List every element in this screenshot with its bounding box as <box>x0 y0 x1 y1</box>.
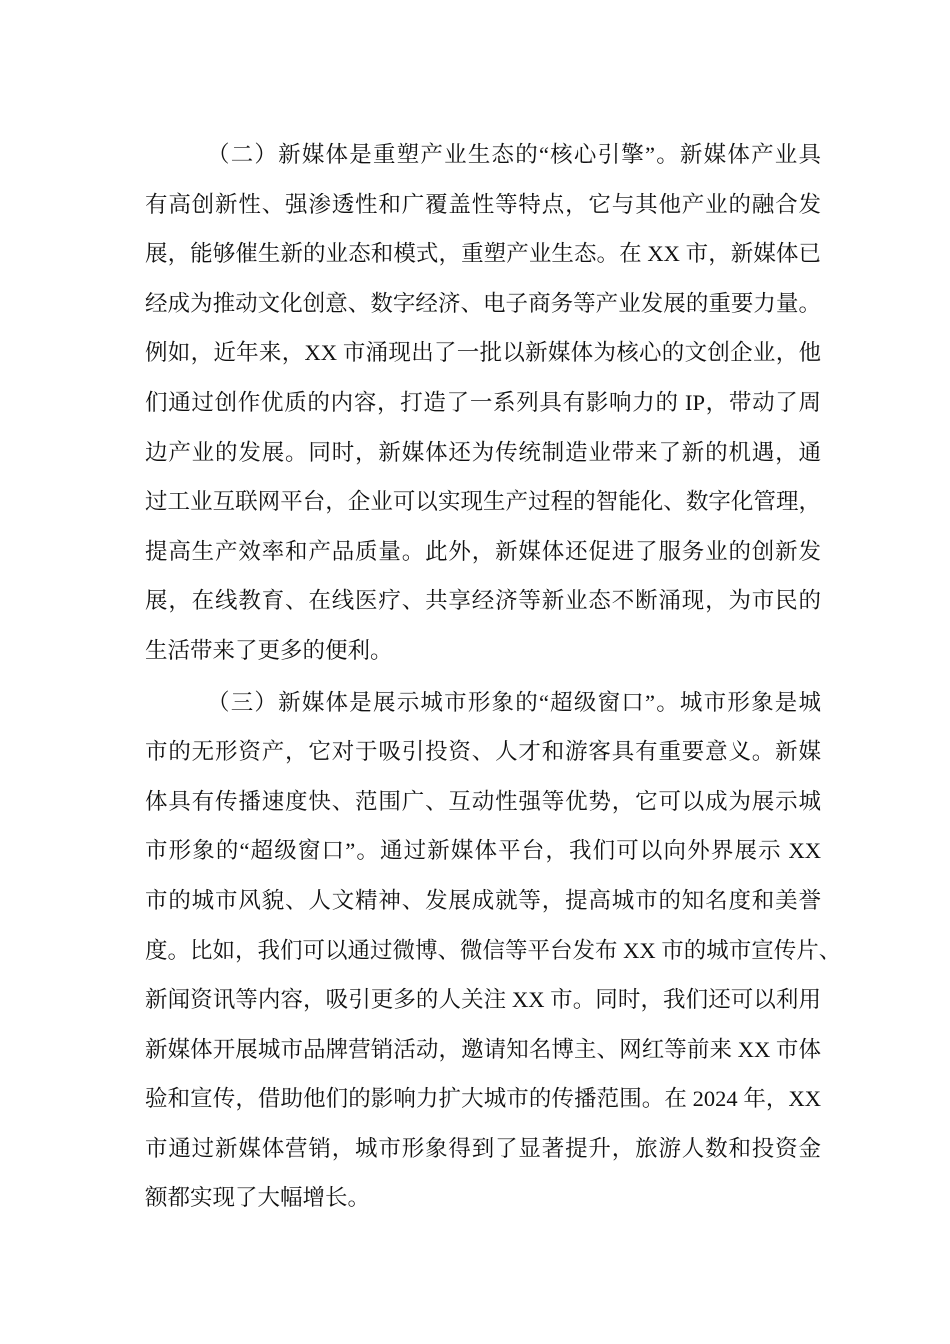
paragraph <box>145 682 842 1228</box>
paragraph-line: 市的无形资产，它对于吸引投资、人才和游客具有重要意义。新媒 <box>145 739 821 765</box>
paragraph-line: 验和宣传，借助他们的影响力扩大城市的传播范围。在 2024 年，XX <box>145 1086 821 1112</box>
paragraph-line: 生活带来了更多的便利。 <box>145 637 393 663</box>
paragraph-line: 们通过创作优质的内容，打造了一系列具有影响力的 IP，带动了周 <box>145 389 821 415</box>
paragraph <box>145 134 821 680</box>
paragraph-line: 新闻资讯等内容，吸引更多的人关注 XX 市。同时，我们还可以利用 <box>145 987 821 1013</box>
paragraph-line: 额都实现了大幅增长。 <box>145 1185 371 1211</box>
paragraph-line: 经成为推动文化创意、数字经济、电子商务等产业发展的重要力量。 <box>145 290 821 316</box>
paragraph-line: 例如，近年来，XX 市涌现出了一批以新媒体为核心的文创企业，他 <box>145 340 821 366</box>
paragraph-line: 市通过新媒体营销，城市形象得到了显著提升，旅游人数和投资金 <box>145 1135 821 1161</box>
paragraph-line: 度。比如，我们可以通过微博、微信等平台发布 XX 市的城市宣传片、 <box>145 937 842 963</box>
paragraph-line: 市的城市风貌、人文精神、发展成就等，提高城市的知名度和美誉 <box>145 887 821 913</box>
paragraph-line: （三）新媒体是展示城市形象的“超级窗口”。城市形象是城 <box>207 689 821 715</box>
paragraph-line: 展，能够催生新的业态和模式，重塑产业生态。在 XX 市，新媒体已 <box>145 241 821 267</box>
paragraph-line: （二）新媒体是重塑产业生态的“核心引擎”。新媒体产业具 <box>207 142 821 167</box>
paragraph-line: 提高生产效率和产品质量。此外，新媒体还促进了服务业的创新发 <box>145 538 821 564</box>
paragraph-line: 新媒体开展城市品牌营销活动，邀请知名博主、网红等前来 XX 市体 <box>145 1036 821 1062</box>
paragraph-line: 有高创新性、强渗透性和广覆盖性等特点，它与其他产业的融合发 <box>145 191 821 217</box>
paragraph-line: 市形象的“超级窗口”。通过新媒体平台，我们可以向外界展示 XX <box>145 838 821 864</box>
paragraph-line: 体具有传播速度快、范围广、互动性强等优势，它可以成为展示城 <box>145 788 821 814</box>
paragraph-line: 过工业互联网平台，企业可以实现生产过程的智能化、数字化管理， <box>145 489 821 515</box>
paragraph-line: 展，在线教育、在线医疗、共享经济等新业态不断涌现，为市民的 <box>145 588 821 614</box>
document-page <box>145 134 842 1229</box>
paragraph-line: 边产业的发展。同时，新媒体还为传统制造业带来了新的机遇，通 <box>145 439 821 465</box>
